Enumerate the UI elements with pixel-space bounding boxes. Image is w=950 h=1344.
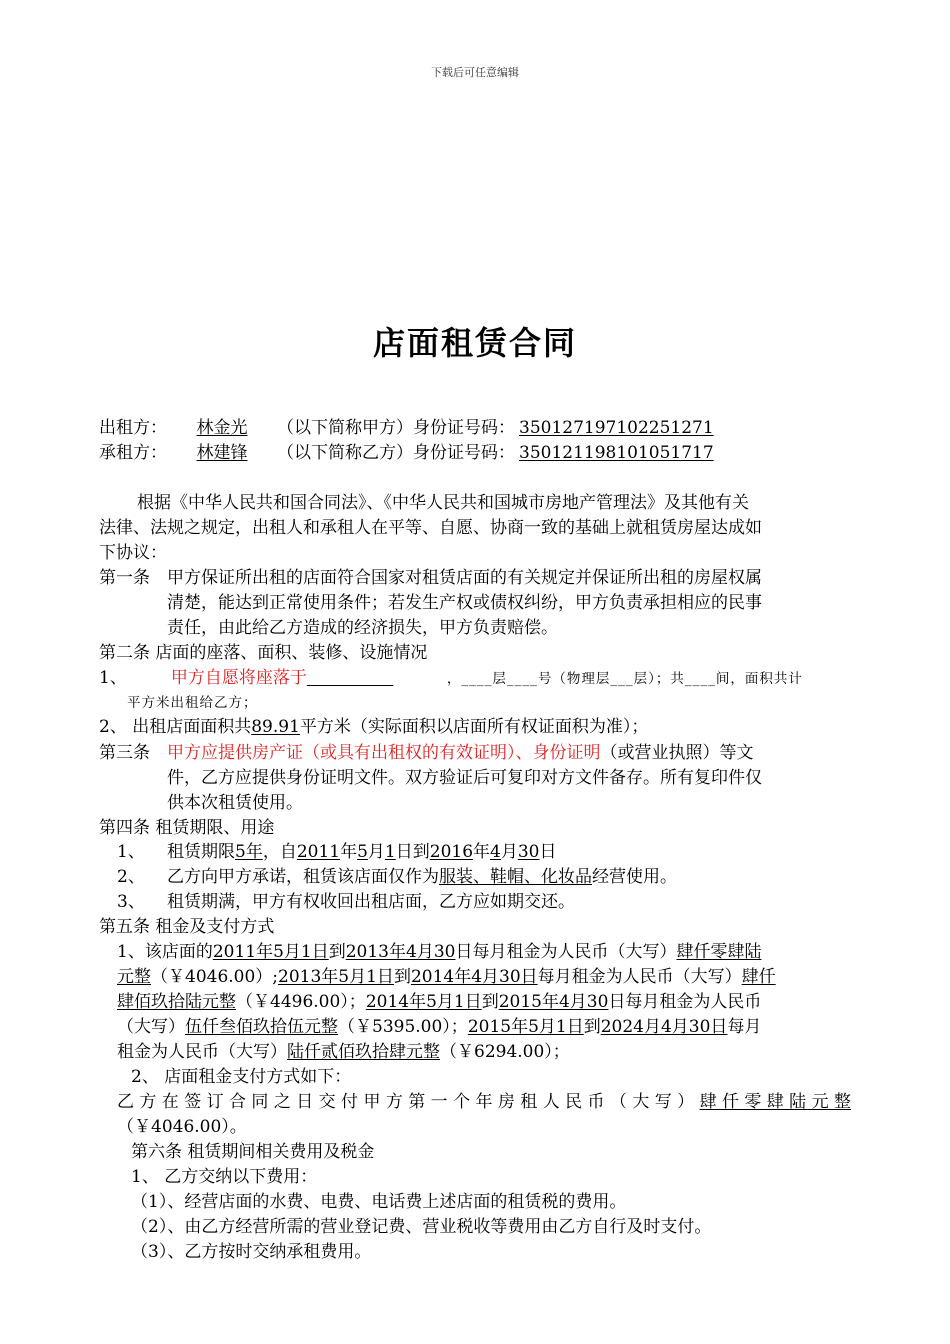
- art5-rent-line-2: [117, 965, 776, 989]
- art5-p4-a: （大写）: [117, 1017, 185, 1037]
- art4-i1-f: 年: [473, 842, 491, 862]
- art5-period1-end: 2013年4月30: [345, 942, 456, 962]
- art5-amount2-b: 肆佰玖拾陆元整: [117, 992, 236, 1012]
- art4-start-year: 2011: [296, 842, 341, 862]
- art5-p1-c: 日每月租金为人民币（大写）: [455, 942, 677, 962]
- art4-i1-b: ，自: [262, 842, 297, 862]
- art5-rent-line-3: [117, 990, 761, 1014]
- art5-period2-end: 2014年4月30日: [410, 967, 538, 987]
- lessee-label: 承租方：: [99, 443, 167, 463]
- art6-sub-1: （1）、经营店面的水费、电费、电话费上述店面的租赁税的费用。: [131, 1192, 627, 1212]
- art3-red: 甲方应提供房产证（或具有出租权的有效证明）、身份证明: [167, 743, 601, 763]
- art5-p1-a: 1、该店面的: [117, 942, 213, 962]
- art3-label: 第三条: [99, 743, 150, 763]
- lessor-note: （以下简称甲方）身份证号码：: [277, 418, 515, 438]
- art3-rest: （或营业执照）等文: [600, 743, 754, 763]
- art4-i1-d: 月: [367, 842, 385, 862]
- art4-i2-a: 乙方向甲方承诺，租赁该店面仅作为: [167, 867, 439, 887]
- header-note: 下载后可任意编辑: [431, 66, 519, 79]
- art4-i1-h: 日: [539, 842, 557, 862]
- art5-amount1-b: 元整: [117, 967, 151, 987]
- art5-pay-amount: 肆仟零肆陆元整: [699, 1092, 851, 1112]
- art2-item-1: [99, 666, 803, 691]
- lessor-id: 350127197102251271: [519, 418, 714, 438]
- art4-end-month: 4: [490, 842, 501, 862]
- art4-start-month: 5: [357, 842, 368, 862]
- art5-period4-end: 2024月4月30日: [600, 1017, 728, 1037]
- art5-period2-start: 2013年5月1日: [278, 967, 394, 987]
- art2-item-2-b: 平方米（实际面积以店面所有权证面积为准）；: [299, 717, 649, 737]
- art5-rent-line-5: [117, 1040, 570, 1064]
- art6-heading: 第六条 租赁期间相关费用及税金: [131, 1142, 375, 1162]
- art6-sub-2: （2）、由乙方经营所需的营业登记费、营业税收等费用由乙方自行及时支付。: [131, 1217, 712, 1237]
- art4-i1-c: 年: [340, 842, 358, 862]
- art6-item-1: 1、 乙方交纳以下费用：: [131, 1167, 318, 1187]
- art4-i1-g: 月: [500, 842, 518, 862]
- art1-line-1: 甲方保证所出租的店面符合国家对租赁店面的有关规定并保证所出租的房屋权属: [167, 568, 762, 588]
- lessee-name: 林建锋: [196, 443, 248, 463]
- art5-p2-b: 到: [393, 967, 411, 987]
- art5-amount4: 陆仟贰佰玖拾肆元整: [287, 1042, 440, 1062]
- art1-line-2: 清楚，能达到正常使用条件；若发生产权或债权纠纷，甲方负责承担相应的民事: [167, 593, 762, 613]
- art4-item-3: 租赁期满，甲方有权收回出租店面，乙方应如期交还。: [167, 892, 575, 912]
- art4-i1-a: 租赁期限: [167, 842, 235, 862]
- art4-i2-b: 经营使用。: [592, 867, 677, 887]
- art4-item-2-num: 2、: [117, 867, 145, 887]
- art5-p2-c: 每月租金为人民币（大写）: [537, 967, 742, 987]
- art2-item-2: [99, 715, 648, 739]
- art5-amount3: 伍仟叁佰玖拾伍元整: [185, 1017, 338, 1037]
- art5-p5-a: 租金为人民币（大写）: [117, 1042, 287, 1062]
- art2-heading: 第二条 店面的座落、面积、装修、设施情况: [99, 643, 428, 663]
- art5-amount1-a: 肆仟零肆陆: [676, 942, 762, 962]
- art2-item-1-cont: 平方米出租给乙方；: [127, 695, 258, 711]
- lessor-line: [99, 416, 739, 440]
- art2-item-1-num: 1、: [99, 668, 127, 688]
- art5-rent-line-4: [117, 1015, 761, 1039]
- art5-pay-a: 乙方在签订合同之日交付甲方第一个年房租人民币（大写）: [117, 1092, 700, 1112]
- art5-p4-d: 每月: [727, 1017, 762, 1037]
- art4-use: 服装、鞋帽、化妆品: [439, 867, 592, 887]
- art5-p3-a: （￥4496.00）；: [236, 992, 366, 1012]
- art5-item-2: 2、 店面租金支付方式如下：: [131, 1067, 352, 1087]
- art6-sub-3: （3）、乙方按时交纳承租费用。: [131, 1242, 372, 1262]
- art5-payment-line: [117, 1090, 851, 1114]
- art2-area: 89.91: [251, 717, 300, 737]
- lessee-note: （以下简称乙方）身份证号码：: [277, 443, 515, 463]
- preamble-line-2: 法律、法规之规定，出租人和承租人在平等、自愿、协商一致的基础上就租赁房屋达成如: [99, 518, 762, 538]
- art5-period4-start: 2015年5月1日: [467, 1017, 584, 1037]
- art5-heading: 第五条 租金及支付方式: [99, 917, 275, 937]
- art1-line-3: 责任，由此给乙方造成的经济损失，甲方负责赔偿。: [167, 618, 558, 638]
- art5-p4-c: 到: [583, 1017, 601, 1037]
- art4-end-year: 2016: [429, 842, 474, 862]
- lessee-line: [99, 441, 743, 465]
- lessor-name: 林金光: [196, 418, 248, 438]
- art2-item-1-red: 甲方自愿将座落于: [170, 668, 307, 688]
- art3-line-1: [167, 741, 754, 765]
- art5-period1-start: 2011年5月1日: [212, 942, 329, 962]
- art5-payment-amount-figure: （￥4046.00）。: [117, 1117, 247, 1137]
- art5-rent-line-1: [117, 940, 761, 964]
- art3-line-3: 供本次租赁使用。: [167, 793, 303, 813]
- art4-term: 5年: [235, 842, 263, 862]
- art5-p3-c: 日每月租金为人民币: [608, 992, 762, 1012]
- lessee-id: 350121198101051717: [519, 443, 714, 463]
- preamble-line-3: 下协议：: [99, 543, 167, 563]
- art4-item-1-num: 1、: [117, 842, 145, 862]
- art5-p1-b: 到: [328, 942, 346, 962]
- art3-line-2: 件，乙方应提供身份证明文件。双方验证后可复印对方文件备存。所有复印件仅: [167, 768, 762, 788]
- art5-p4-b: （￥5395.00）；: [338, 1017, 468, 1037]
- art5-p5-b: （￥6294.00）；: [440, 1042, 570, 1062]
- art5-p3-b: 到: [481, 992, 499, 1012]
- art1-label: 第一条: [99, 568, 150, 588]
- art5-amount2-a: 肆仟: [741, 967, 776, 987]
- art5-p2-a: （￥4046.00）;: [151, 967, 279, 987]
- art2-item-1-blank: [307, 666, 447, 690]
- preamble-line-1: 根据《中华人民共和国合同法》、《中华人民共和国城市房地产管理法》及其他有关: [137, 493, 749, 513]
- art4-end-day: 30: [517, 842, 540, 862]
- art4-item-3-num: 3、: [117, 892, 145, 912]
- art4-heading: 第四条 租赁期限、用途: [99, 818, 275, 838]
- art2-item-1-rest: ，____层____号（物理层___层）；共____间，面积共计: [446, 671, 803, 687]
- art4-item-1: [167, 840, 556, 864]
- lessor-label: 出租方：: [99, 418, 167, 438]
- art4-start-day: 1: [384, 842, 396, 862]
- art4-item-2: [167, 865, 677, 889]
- art2-item-2-a: 2、 出租店面面积共: [99, 717, 252, 737]
- art5-period3-start: 2014年5月1日: [365, 992, 482, 1012]
- art4-i1-e: 日到: [395, 842, 430, 862]
- art5-period3-end: 2015年4月30: [498, 992, 609, 1012]
- document-title: 店面租赁合同: [372, 324, 577, 362]
